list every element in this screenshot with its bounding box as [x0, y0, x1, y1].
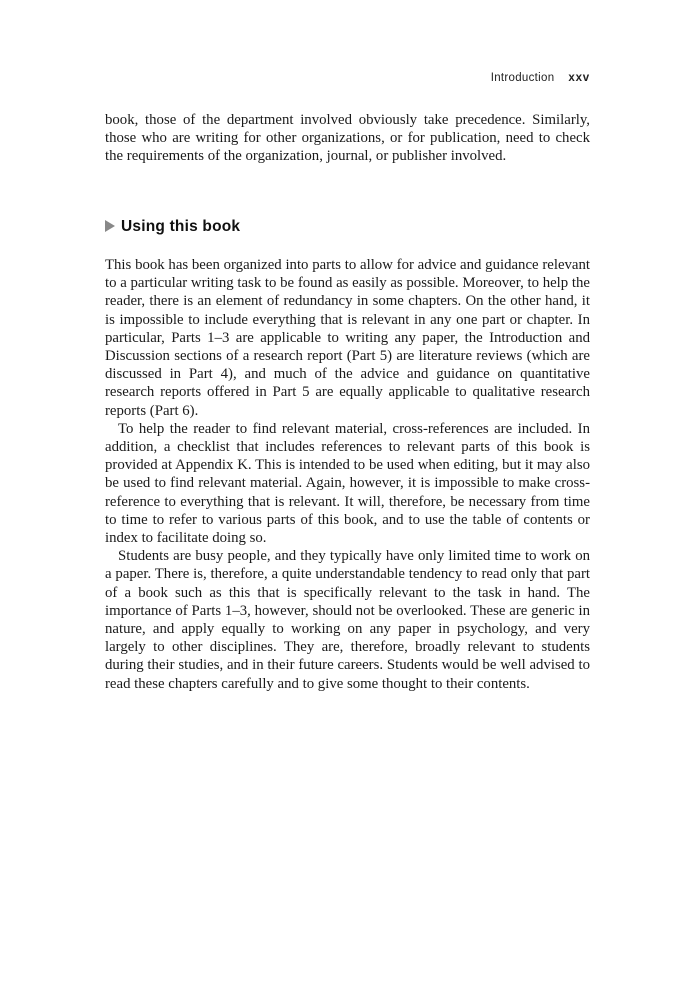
paragraph-organization: This book has been organized into parts to allow for advice and guidance relevant to a particular writing task to be found as easily as possible. Moreover, to help the reader, there is an element of redundancy in some chapters. On the other hand, it is impossible to include everything that is relevant in any one part or chapter. In particular, Parts 1–3 are applicable to writing any paper, the Introduction and Discussion sections of a research report (Part 5) are literature reviews (which are discussed in Part 4), and much of the advice and guidance on quantitative research reports offered in Part 5 are equally applicable to qualitative research reports (Part 6).	[105, 257, 590, 419]
section-heading	[105, 218, 240, 236]
paragraph-continuation: book, those of the department involved obviously take precedence. Similarly, those who are writing for other organizations, or for publication, need to check the requirements of the organization, journal, or publisher involved.	[105, 112, 590, 165]
running-head	[491, 72, 590, 84]
paragraph-students: Students are busy people, and they typically have only limited time to work on a paper. There is, therefore, a quite understandable tendency to read only that part of a book such as this that is specifically relevant to the task in hand. The importance of Parts 1–3, however, should not be overlooked. These are generic in nature, and apply equally to working on any paper in psychology, and very largely to other disciplines. They are, therefore, broadly relevant to students during their studies, and in their future careers. Students would be well advised to read these chapters carefully and to give some thought to their contents.	[105, 548, 590, 692]
paragraph-cross-references: To help the reader to find relevant material, cross-references are included. In addition, a checklist that includes references to relevant parts of this book is provided at Appendix K. This is intended to be used when editing, but it may also be used to find relevant material. Again, however, it is impossible to make cross-reference to everything that is relevant. It will, therefore, be necessary from time to time to refer to various parts of this book, and to use the table of contents or index to facilitate doing so.	[105, 420, 590, 547]
continuation-text	[105, 111, 590, 166]
triangle-right-icon	[105, 220, 115, 232]
section-body	[105, 256, 590, 693]
running-title: Introduction	[490, 72, 555, 84]
section-heading-text: Using this book	[121, 218, 241, 235]
page-number: xxv	[568, 72, 590, 84]
